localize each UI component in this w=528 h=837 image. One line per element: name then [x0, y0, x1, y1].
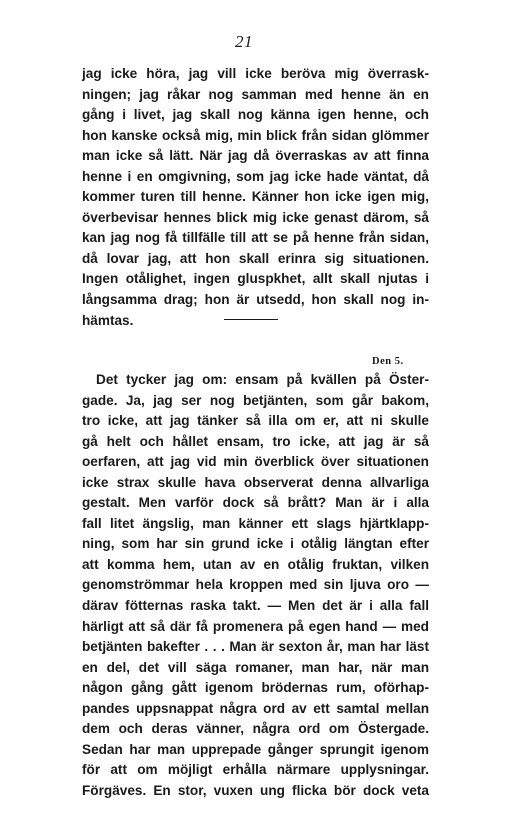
text-line: ning, som har sin grund icke i otålig längtan efter: [82, 536, 429, 552]
text-line: jag icke höra, jag vill icke beröva mig överrask-: [82, 66, 429, 81]
text-line: långsamma drag; hon är utsedd, hon skall nog in-: [82, 292, 429, 308]
text-line: tro icke, att jag tänker så illa om er, att ni skulle: [82, 413, 429, 429]
text-line: då lovar jag, att hon skall erinra sig situationen.: [82, 250, 429, 266]
text-line: henne i en omgivning, som jag icke hade väntat, då: [82, 168, 429, 184]
paragraph-1: [82, 64, 429, 331]
text-line: gå helt och hållet ensam, tro icke, att jag är så: [82, 433, 429, 449]
text-line: hämtas.: [82, 312, 134, 328]
text-line: att komma hem, utan av en otålig fruktan, vilken: [82, 556, 429, 572]
dateline: Den 5.: [372, 356, 404, 367]
text-line: gestalt. Men varför dock så brått? Man är i alla: [82, 495, 429, 511]
text-line: oerfaren, att jag vid min överblick över situationen: [82, 454, 429, 470]
text-line: ningen; jag råkar nog samman med henne än en: [82, 86, 429, 102]
text-line: Det tycker jag om: ensam på kvällen på Öster-: [96, 372, 429, 387]
paragraph-2: [82, 370, 429, 801]
text-line: hon kanske också mig, min blick från sidan glömmer: [82, 127, 429, 143]
text-line: kommer turen till henne. Känner hon icke igen mig,: [82, 189, 429, 205]
text-line: gång i livet, jag skall nog känna igen henne, och: [82, 107, 429, 123]
text-line: gade. Ja, jag ser nog betjänten, som går bakom,: [82, 392, 429, 408]
text-line: Sedan har man upprepade gånger sprungit igenom: [82, 741, 429, 757]
text-line: för att om möjligt erhålla närmare upplysningar.: [82, 762, 429, 778]
text-line: icke strax skulle hava observerat denna allvarliga: [82, 474, 429, 490]
text-line: kan jag nog få tillfälle till att se på henne från sidan,: [82, 230, 429, 246]
text-line: härligt att så där få promenera på egen hand — med: [82, 618, 429, 634]
text-line: fall litet ängslig, man känner ett slags hjärtklapp-: [82, 515, 429, 531]
text-line: pandes uppsnappat några ord av ett samtal mellan: [82, 700, 429, 716]
text-line: överbevisar hennes blick mig icke genast därom, så: [82, 209, 429, 225]
text-line: någon gång gått igenom brödernas rum, oförhap-: [82, 680, 429, 696]
text-line: betjänten bakefter . . . Man är sexton år, man har läst: [82, 639, 429, 655]
text-line: därav fötternas raska takt. — Men det är i alla fall: [82, 598, 429, 614]
text-line: genomströmmar hela kroppen med sin ljuva oro —: [82, 577, 429, 593]
text-line: Förgäves. En stor, vuxen ung flicka bör dock veta: [82, 782, 429, 798]
text-line: Ingen otålighet, ingen gluspkhet, allt skall njutas i: [82, 271, 429, 287]
page-number: 21: [235, 32, 253, 51]
text-line: dem och deras vänner, några ord om Östergade.: [82, 721, 429, 737]
section-divider: [224, 319, 278, 320]
text-line: man icke så lätt. När jag då överraskas av att finna: [82, 148, 429, 164]
text-line: en del, det vill säga romaner, man har, när man: [82, 659, 429, 675]
